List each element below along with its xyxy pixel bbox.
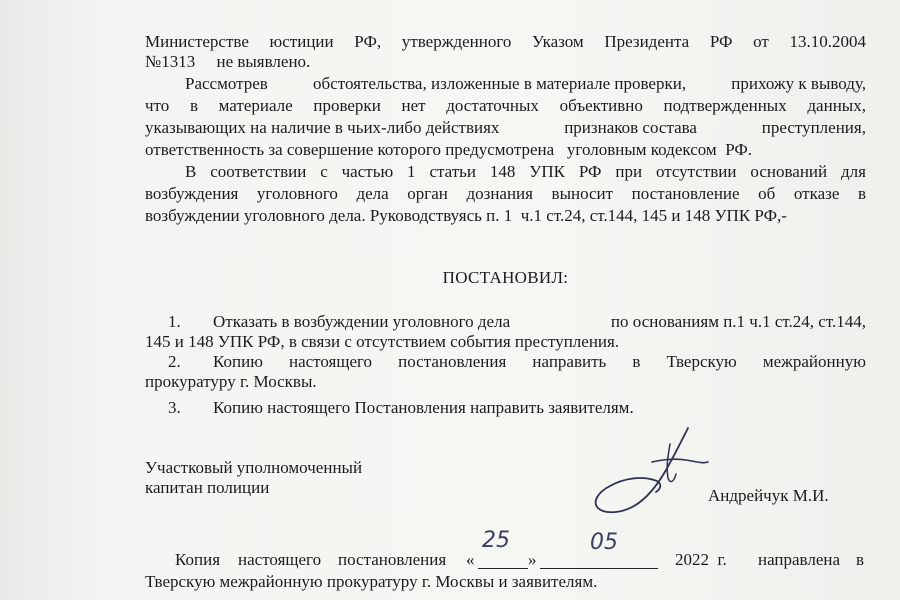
text-fragment: отсутствии — [655, 162, 737, 181]
intro-line-1 — [145, 32, 866, 52]
text-fragment: 2022 г. — [675, 550, 727, 569]
text-fragment: РФ — [709, 32, 733, 51]
text-fragment: указывающих на наличие в чьих-либо действиях — [145, 118, 500, 137]
text-fragment: что — [145, 96, 170, 115]
signatory-position-line-2: капитан полиции — [145, 478, 270, 497]
text-fragment: » — [528, 550, 537, 569]
text-fragment: данных, — [807, 96, 866, 115]
text-fragment: настоящего — [288, 352, 373, 371]
text-fragment: Министерстве — [145, 32, 249, 51]
intro-line-2: №1313 не выявлено. — [145, 52, 311, 71]
text-fragment: РФ — [578, 162, 602, 181]
text-fragment: УПК — [529, 162, 565, 181]
text-fragment: постановления — [398, 352, 507, 371]
text-fragment: постановления — [338, 550, 447, 569]
text-fragment: выносит — [551, 184, 614, 203]
text-fragment: юстиции — [269, 32, 334, 51]
text-fragment: дознания — [466, 184, 533, 203]
text-fragment: возбуждения — [145, 184, 239, 203]
text-fragment: соответствии — [210, 162, 307, 181]
text-fragment: нет — [401, 96, 426, 115]
handwritten-month: 05 — [590, 530, 618, 555]
text-fragment: обстоятельства, изложенные в материале проверки, — [313, 74, 687, 93]
text-fragment: частью — [341, 162, 394, 181]
text-fragment: при — [615, 162, 643, 181]
text-fragment: Тверскую — [666, 352, 737, 371]
text-fragment: 13.10.2004 — [789, 32, 866, 51]
text-fragment: оснований — [750, 162, 828, 181]
resolution-heading: ПОСТАНОВИЛ: — [442, 268, 569, 287]
text-fragment: признаков состава — [564, 118, 697, 137]
text-fragment: В — [185, 162, 197, 181]
signatory-name: Андрейчук М.И. — [708, 486, 829, 505]
text-fragment: Президента — [604, 32, 690, 51]
text-fragment: достаточных — [446, 96, 539, 115]
text-fragment: с — [320, 162, 328, 181]
text-fragment: настоящего — [238, 550, 322, 569]
text-fragment: Копию — [213, 352, 263, 371]
text-fragment: статьи — [429, 162, 477, 181]
text-fragment: направлена — [758, 550, 841, 569]
item-2-number: 2. — [168, 352, 181, 371]
text-fragment: проверки — [313, 96, 381, 115]
text-fragment: Указом — [532, 32, 584, 51]
item-1-line-2: 145 и 148 УПК РФ, в связи с отсутствием события преступления. — [145, 332, 620, 351]
review-line-1 — [185, 74, 866, 94]
handwritten-day: 25 — [482, 528, 510, 553]
text-fragment: направить — [532, 352, 607, 371]
signatory-position-line-1: Участковый уполномоченный — [145, 458, 363, 477]
text-fragment: 148 — [489, 162, 516, 181]
text-fragment: подтвержденных — [663, 96, 787, 115]
text-fragment: Рассмотрев — [185, 74, 268, 93]
text-fragment: РФ, — [354, 32, 382, 51]
text-fragment: уголовного — [256, 184, 338, 203]
review-line-4: ответственность за совершение которого предусмотрена уголовным кодексом РФ. — [145, 140, 753, 159]
item-3-number: 3. — [168, 398, 181, 417]
text-fragment: « — [466, 550, 475, 569]
text-fragment: 1 — [407, 162, 416, 181]
handwritten-signature — [590, 422, 720, 522]
text-fragment: постановление — [631, 184, 740, 203]
law-line-1 — [185, 162, 866, 182]
item-2-line-1 — [213, 352, 866, 372]
text-fragment: Отказать в возбуждении уголовного дела — [213, 312, 511, 331]
text-fragment: по основаниям п.1 ч.1 ст.24, ст.144, — [610, 312, 866, 331]
text-fragment: в — [632, 352, 641, 371]
item-2-line-2: прокуратуру г. Москвы. — [145, 372, 317, 391]
review-line-3 — [145, 118, 866, 138]
text-fragment: утвержденного — [401, 32, 512, 51]
item-3-text: Копию настоящего Постановления направить заявителям. — [213, 398, 634, 417]
text-fragment: дела — [356, 184, 389, 203]
text-fragment: отказе — [793, 184, 840, 203]
text-fragment: от — [753, 32, 769, 51]
law-line-2 — [145, 184, 866, 204]
text-fragment: материале — [218, 96, 293, 115]
text-fragment: прихожу к выводу, — [731, 74, 866, 93]
item-1-line-1 — [213, 312, 866, 332]
law-line-3: возбуждении уголовного дела. Руководствуясь п. 1 ч.1 ст.24, ст.144, 145 и 148 УПК РФ,- — [145, 206, 787, 225]
item-1-number: 1. — [168, 312, 181, 331]
copy-notice-line-2: Тверскую межрайонную прокуратуру г. Москвы и заявителям. — [145, 572, 598, 591]
text-fragment: об — [758, 184, 776, 203]
day-underline — [478, 568, 528, 569]
review-line-2 — [145, 96, 866, 116]
text-fragment: для — [841, 162, 866, 181]
text-fragment: преступления, — [761, 118, 866, 137]
month-underline — [540, 568, 658, 569]
text-fragment: в — [856, 550, 865, 569]
text-fragment: объективно — [559, 96, 643, 115]
text-fragment: в — [189, 96, 198, 115]
text-fragment: межрайонную — [762, 352, 866, 371]
text-fragment: Копия — [175, 550, 221, 569]
text-fragment: в — [857, 184, 866, 203]
text-fragment: орган — [407, 184, 448, 203]
